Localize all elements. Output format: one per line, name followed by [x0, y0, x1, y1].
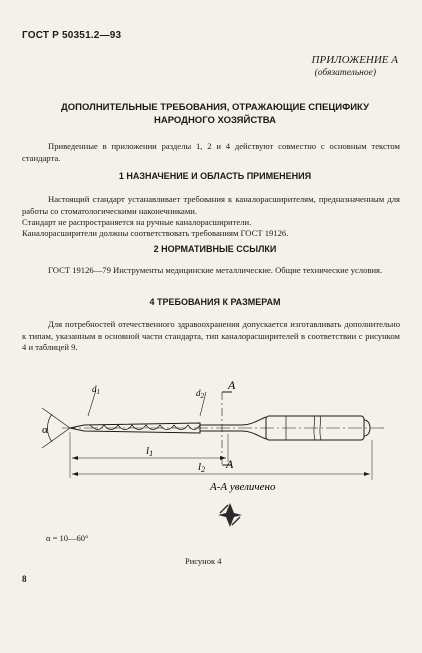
label-section-a-bottom: A [226, 457, 234, 471]
label-l1: l1 [146, 445, 154, 458]
section1-paragraph1: Настоящий стандарт устанавливает требования к каналорасширителям, предназначенным для работы со стоматологическими наконечниками. [22, 194, 400, 216]
section-caption: А-А увеличено [210, 481, 276, 493]
label-d1: $d_1$ [92, 384, 100, 396]
section1-heading: 1 НАЗНАЧЕНИЕ И ОБЛАСТЬ ПРИМЕНЕНИЯ [118, 171, 312, 181]
section2-heading: 2 НОРМАТИВНЫЕ ССЫЛКИ [153, 244, 277, 254]
l2-arrow-left [72, 472, 78, 476]
intro-paragraph: Приведенные в приложении разделы 1, 2 и 4 действуют совместно с основным текстом стандарта. [22, 141, 400, 163]
document-number: ГОСТ Р 50351.2—93 [22, 30, 122, 41]
main-title-line2: НАРОДНОГО ХОЗЯЙСТВА [153, 115, 277, 126]
figure-caption: Рисунок 4 [185, 556, 222, 566]
section1-paragraph3: Каналорасширители должны соответствовать требованиям ГОСТ 19126. [22, 228, 289, 238]
label-section-a-top: A [228, 378, 236, 392]
appendix-note: (обязательное) [314, 68, 376, 78]
angle-arc [48, 414, 53, 442]
label-d2: $d_2$ [196, 388, 204, 400]
section1-paragraph2: Стандарт не распространяется на ручные каналорасширители. [22, 217, 252, 227]
break-line-2 [320, 416, 321, 440]
l2-arrow-right [364, 472, 370, 476]
alpha-formula: α = 10—60° [46, 533, 89, 543]
page-number: 8 [22, 574, 27, 584]
appendix-title: ПРИЛОЖЕНИЕ А [311, 54, 398, 66]
l1-arrow-left [72, 456, 78, 460]
instrument-drawing [0, 370, 422, 585]
cross-section-view [218, 503, 242, 527]
main-title-line1: ДОПОЛНИТЕЛЬНЫЕ ТРЕБОВАНИЯ, ОТРАЖАЮЩИЕ СПЕЦИФИКУ [61, 102, 369, 113]
section2-paragraph1: ГОСТ 19126—79 Инструменты медицинские металлические. Общие технические условия. [48, 265, 383, 275]
section4-paragraph1: Для потребностей отечественного здравоохранения допускается изготавливать дополнительно к типам, указанным в основной части стандарта, тип каналорасширителей в соответствии с рисунком 4 и таблицей 9. [22, 319, 400, 352]
label-l2: l2 [198, 461, 206, 474]
section4-heading: 4 ТРЕБОВАНИЯ К РАЗМЕРАМ [149, 297, 281, 307]
label-alpha: α [42, 424, 48, 436]
spiral-flutes [90, 425, 200, 430]
